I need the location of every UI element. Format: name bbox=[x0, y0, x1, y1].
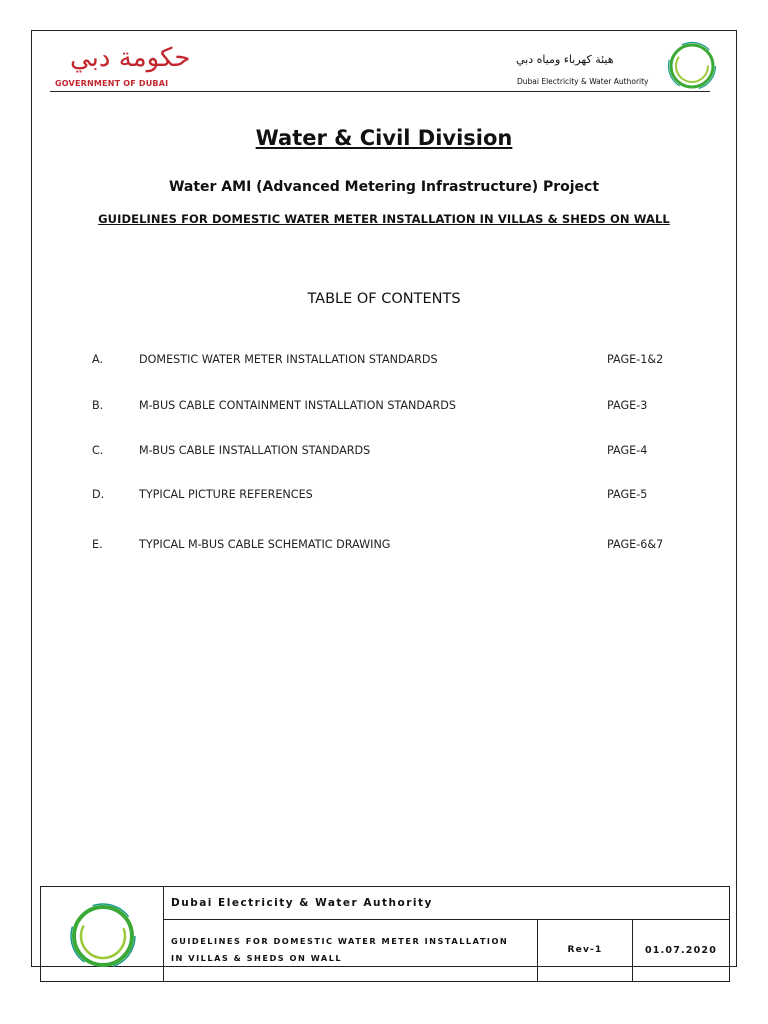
toc-item-page: PAGE-4 bbox=[607, 444, 648, 457]
toc-item-page: PAGE-5 bbox=[607, 488, 648, 501]
guidelines-heading: GUIDELINES FOR DOMESTIC WATER METER INSTALLATION IN VILLAS & SHEDS ON WALL bbox=[98, 212, 670, 226]
toc-item-text: TYPICAL PICTURE REFERENCES bbox=[139, 488, 313, 501]
government-of-dubai-logo-arabic: حكومة دبي bbox=[70, 43, 191, 73]
header-divider bbox=[50, 91, 710, 92]
dewa-logo-english: Dubai Electricity & Water Authority bbox=[517, 77, 649, 86]
footer-title-line-1: GUIDELINES FOR DOMESTIC WATER METER INSTALLATION bbox=[171, 936, 509, 947]
toc-item-page: PAGE-3 bbox=[607, 399, 648, 412]
footer-date: 01.07.2020 bbox=[633, 919, 730, 981]
toc-item-text: TYPICAL M-BUS CABLE SCHEMATIC DRAWING bbox=[139, 538, 391, 551]
toc-item-text: DOMESTIC WATER METER INSTALLATION STANDARDS bbox=[139, 353, 438, 366]
toc-item-text: M-BUS CABLE CONTAINMENT INSTALLATION STANDARDS bbox=[139, 399, 456, 412]
footer-title-block bbox=[40, 886, 730, 982]
toc-item-text: M-BUS CABLE INSTALLATION STANDARDS bbox=[139, 444, 371, 457]
footer-title-line-2: IN VILLAS & SHEDS ON WALL bbox=[171, 953, 343, 964]
toc-item-letter: A. bbox=[92, 353, 104, 366]
footer-document-title bbox=[164, 919, 538, 981]
division-title: Water & Civil Division bbox=[255, 126, 513, 150]
dewa-logo-arabic: هيئة كهرباء ومياه دبي bbox=[516, 53, 614, 66]
footer-revision: Rev-1 bbox=[538, 919, 633, 981]
toc-heading: TABLE OF CONTENTS bbox=[307, 291, 461, 307]
dewa-logo-icon bbox=[666, 40, 718, 92]
toc-item-page: PAGE-1&2 bbox=[607, 353, 664, 366]
dewa-footer-logo-icon bbox=[41, 887, 164, 977]
project-subtitle: Water AMI (Advanced Metering Infrastructure) Project bbox=[168, 179, 600, 195]
toc-item-letter: E. bbox=[92, 538, 103, 551]
toc-item bbox=[0, 353, 768, 369]
footer-organization: Dubai Electricity & Water Authority bbox=[164, 887, 730, 920]
toc-item bbox=[0, 444, 768, 460]
toc-item bbox=[0, 488, 768, 504]
toc-item-letter: C. bbox=[92, 444, 104, 457]
toc-item bbox=[0, 399, 768, 415]
government-of-dubai-logo-caption: GOVERNMENT OF DUBAI bbox=[55, 79, 169, 88]
footer-logo-cell bbox=[41, 887, 164, 982]
toc-item bbox=[0, 538, 768, 554]
toc-item-letter: D. bbox=[92, 488, 105, 501]
toc-item-letter: B. bbox=[92, 399, 104, 412]
toc-item-page: PAGE-6&7 bbox=[607, 538, 664, 551]
